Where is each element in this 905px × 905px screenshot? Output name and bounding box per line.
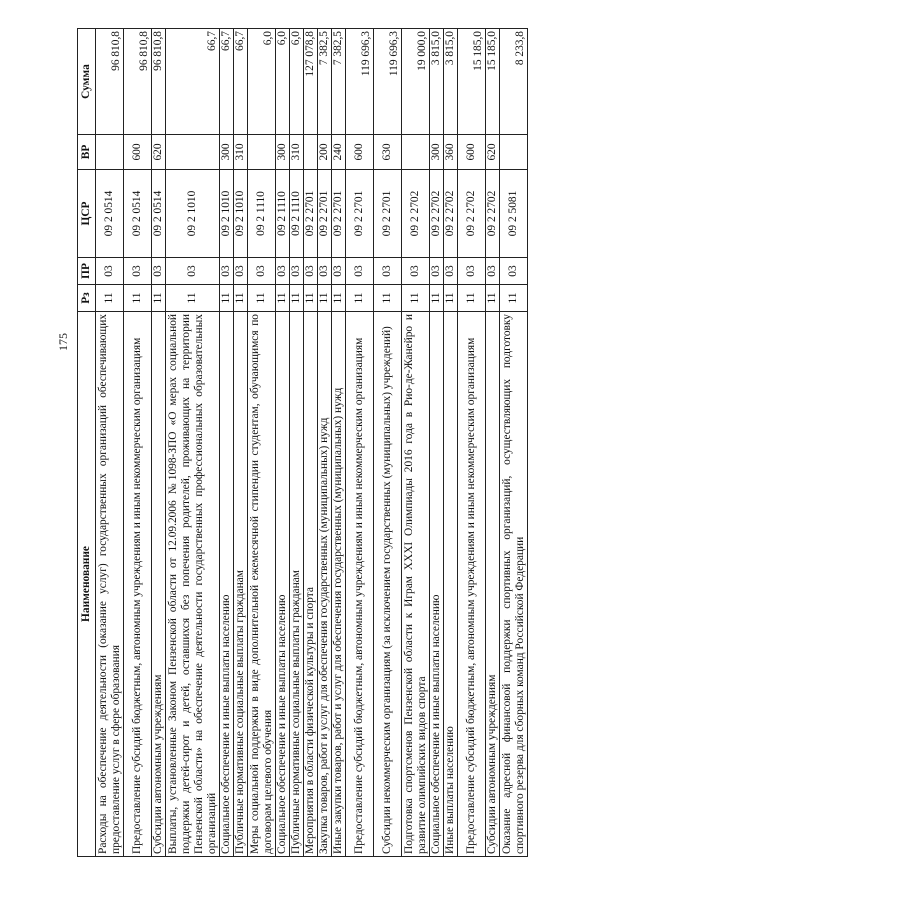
row-sum: 3 815,0 (444, 29, 458, 135)
row-rz: 11 (96, 285, 124, 312)
table-header-row (78, 29, 96, 857)
row-pr: 03 (290, 258, 304, 285)
row-rz: 11 (430, 285, 444, 312)
row-rz: 11 (290, 285, 304, 312)
row-name: Мероприятия в области физической культуры и спорта (304, 312, 318, 857)
row-name: Оказание адресной финансовой поддержки спортивных организаций, осуществляющих подготовку спортивного резерва для сборных команд Российской Федерации (500, 312, 528, 857)
row-pr: 03 (402, 258, 430, 285)
row-csr: 09 2 0514 (152, 170, 166, 258)
header-name: Наименование (78, 312, 96, 857)
budget-table (77, 28, 528, 857)
row-pr: 03 (124, 258, 152, 285)
row-name: Выплаты, установленные Законом Пензенской области от 12.09.2006 №1098-ЗПО «О мерах социальной поддержки детей-сирот и детей, оставшихся без попечения родителей, проживающих на территории Пензенской области» на обеспечение деятельности государственных профессиональных образовательных организаций (166, 312, 220, 857)
row-rz: 11 (458, 285, 486, 312)
row-vr (402, 135, 430, 170)
row-csr: 09 2 5081 (500, 170, 528, 258)
row-pr: 03 (458, 258, 486, 285)
row-name: Социальное обеспечение и иные выплаты населению (430, 312, 444, 857)
row-name: Публичные нормативные социальные выплаты гражданам (290, 312, 304, 857)
row-rz: 11 (248, 285, 276, 312)
row-sum: 15 185,0 (486, 29, 500, 135)
row-csr: 09 2 2702 (458, 170, 486, 258)
rotated-table-container (77, 29, 528, 857)
row-sum: 8 233,8 (500, 29, 528, 135)
row-vr: 240 (332, 135, 346, 170)
row-pr: 03 (234, 258, 248, 285)
table-row (304, 29, 318, 857)
header-sum: Сумма (78, 29, 96, 135)
table-row (430, 29, 444, 857)
row-csr: 09 2 2701 (346, 170, 374, 258)
row-vr (304, 135, 318, 170)
row-name: Меры социальной поддержки в виде дополнительной ежемесячной стипендии студентам, обучающимся по договорам целевого обучения (248, 312, 276, 857)
row-pr: 03 (500, 258, 528, 285)
row-vr: 200 (318, 135, 332, 170)
row-name: Субсидии автономным учреждениям (486, 312, 500, 857)
table-row (332, 29, 346, 857)
row-csr: 09 2 2702 (402, 170, 430, 258)
page-number: 175 (56, 333, 70, 351)
row-sum: 96 810,8 (124, 29, 152, 135)
row-sum: 66,7 (234, 29, 248, 135)
row-name: Предоставление субсидий бюджетным, автономным учреждениям и иным некоммерческим организациям (458, 312, 486, 857)
row-rz: 11 (332, 285, 346, 312)
table-row (248, 29, 276, 857)
row-csr: 09 2 1010 (220, 170, 234, 258)
row-csr: 09 2 2702 (430, 170, 444, 258)
row-vr: 310 (290, 135, 304, 170)
row-sum: 6,0 (248, 29, 276, 135)
row-csr: 09 2 2701 (304, 170, 318, 258)
row-csr: 09 2 2701 (374, 170, 402, 258)
row-rz: 11 (304, 285, 318, 312)
row-csr: 09 2 1010 (166, 170, 220, 258)
row-name: Подготовка спортсменов Пензенской области к Играм XXXI Олимпиады 2016 года в Рио-де-Жанейро и развитие олимпийских видов спорта (402, 312, 430, 857)
row-name: Иные выплаты населению (444, 312, 458, 857)
row-rz: 11 (220, 285, 234, 312)
table-row (152, 29, 166, 857)
row-sum: 15 185,0 (458, 29, 486, 135)
row-sum: 119 696,3 (374, 29, 402, 135)
row-name: Закупка товаров, работ и услуг для обеспечения государственных (муниципальных) нужд (318, 312, 332, 857)
row-pr: 03 (152, 258, 166, 285)
row-pr: 03 (332, 258, 346, 285)
header-csr: ЦСР (78, 170, 96, 258)
row-sum: 3 815,0 (430, 29, 444, 135)
row-rz: 11 (444, 285, 458, 312)
row-sum: 96 810,8 (96, 29, 124, 135)
row-sum: 66,7 (166, 29, 220, 135)
row-vr (166, 135, 220, 170)
row-rz: 11 (152, 285, 166, 312)
table-row (374, 29, 402, 857)
row-pr: 03 (304, 258, 318, 285)
table-row (276, 29, 290, 857)
row-sum: 7 382,5 (318, 29, 332, 135)
row-pr: 03 (318, 258, 332, 285)
table-row (166, 29, 220, 857)
row-csr: 09 2 2702 (444, 170, 458, 258)
row-sum: 6,0 (276, 29, 290, 135)
table-row (318, 29, 332, 857)
row-vr: 360 (444, 135, 458, 170)
row-csr: 09 2 0514 (96, 170, 124, 258)
row-vr (96, 135, 124, 170)
rotated-page-content (77, 29, 905, 854)
row-sum: 66,7 (220, 29, 234, 135)
row-csr: 09 2 2701 (318, 170, 332, 258)
row-vr: 310 (234, 135, 248, 170)
row-rz: 11 (318, 285, 332, 312)
row-pr: 03 (220, 258, 234, 285)
row-sum: 19 000,0 (402, 29, 430, 135)
row-rz: 11 (346, 285, 374, 312)
table-row (486, 29, 500, 857)
row-vr: 300 (220, 135, 234, 170)
row-csr: 09 2 2702 (486, 170, 500, 258)
table-row (220, 29, 234, 857)
row-name: Иные закупки товаров, работ и услуг для обеспечения государственных (муниципальных) нужд (332, 312, 346, 857)
table-row (290, 29, 304, 857)
row-sum: 6,0 (290, 29, 304, 135)
row-pr: 03 (430, 258, 444, 285)
table-row (346, 29, 374, 857)
row-vr: 630 (374, 135, 402, 170)
row-name: Расходы на обеспечение деятельности (оказание услуг) государственных организаций обеспечивающих предоставление услуг в сфере образования (96, 312, 124, 857)
row-vr: 600 (124, 135, 152, 170)
row-sum: 7 382,5 (332, 29, 346, 135)
row-csr: 09 2 0514 (124, 170, 152, 258)
table-row (402, 29, 430, 857)
row-csr: 09 2 1110 (248, 170, 276, 258)
header-vr: ВР (78, 135, 96, 170)
row-vr (500, 135, 528, 170)
row-name: Публичные нормативные социальные выплаты гражданам (234, 312, 248, 857)
row-name: Предоставление субсидий бюджетным, автономным учреждениям и иным некоммерческим организациям (124, 312, 152, 857)
table-row (234, 29, 248, 857)
row-pr: 03 (96, 258, 124, 285)
row-rz: 11 (166, 285, 220, 312)
row-sum: 96 810,8 (152, 29, 166, 135)
row-vr: 620 (152, 135, 166, 170)
header-pr: ПР (78, 258, 96, 285)
row-vr: 600 (346, 135, 374, 170)
row-pr: 03 (444, 258, 458, 285)
row-csr: 09 2 1110 (276, 170, 290, 258)
table-row (500, 29, 528, 857)
row-csr: 09 2 1010 (234, 170, 248, 258)
row-rz: 11 (500, 285, 528, 312)
row-pr: 03 (166, 258, 220, 285)
row-name: Субсидии некоммерческим организациям (за исключением государственных (муниципальных) учреждений) (374, 312, 402, 857)
header-rz: Рз (78, 285, 96, 312)
table-row (124, 29, 152, 857)
row-vr: 300 (276, 135, 290, 170)
row-pr: 03 (486, 258, 500, 285)
row-sum: 119 696,3 (346, 29, 374, 135)
row-rz: 11 (276, 285, 290, 312)
table-row (444, 29, 458, 857)
row-rz: 11 (402, 285, 430, 312)
row-csr: 09 2 2701 (332, 170, 346, 258)
row-pr: 03 (248, 258, 276, 285)
row-pr: 03 (276, 258, 290, 285)
row-name: Социальное обеспечение и иные выплаты населению (276, 312, 290, 857)
row-vr: 300 (430, 135, 444, 170)
row-name: Социальное обеспечение и иные выплаты населению (220, 312, 234, 857)
row-rz: 11 (124, 285, 152, 312)
row-csr: 09 2 1110 (290, 170, 304, 258)
row-rz: 11 (486, 285, 500, 312)
row-vr: 600 (458, 135, 486, 170)
row-sum: 127 078,8 (304, 29, 318, 135)
row-vr (248, 135, 276, 170)
row-vr: 620 (486, 135, 500, 170)
row-pr: 03 (346, 258, 374, 285)
table-row (458, 29, 486, 857)
row-rz: 11 (374, 285, 402, 312)
table-row (96, 29, 124, 857)
row-name: Субсидии автономным учреждениям (152, 312, 166, 857)
row-name: Предоставление субсидий бюджетным, автономным учреждениям и иным некоммерческим организациям (346, 312, 374, 857)
row-pr: 03 (374, 258, 402, 285)
row-rz: 11 (234, 285, 248, 312)
